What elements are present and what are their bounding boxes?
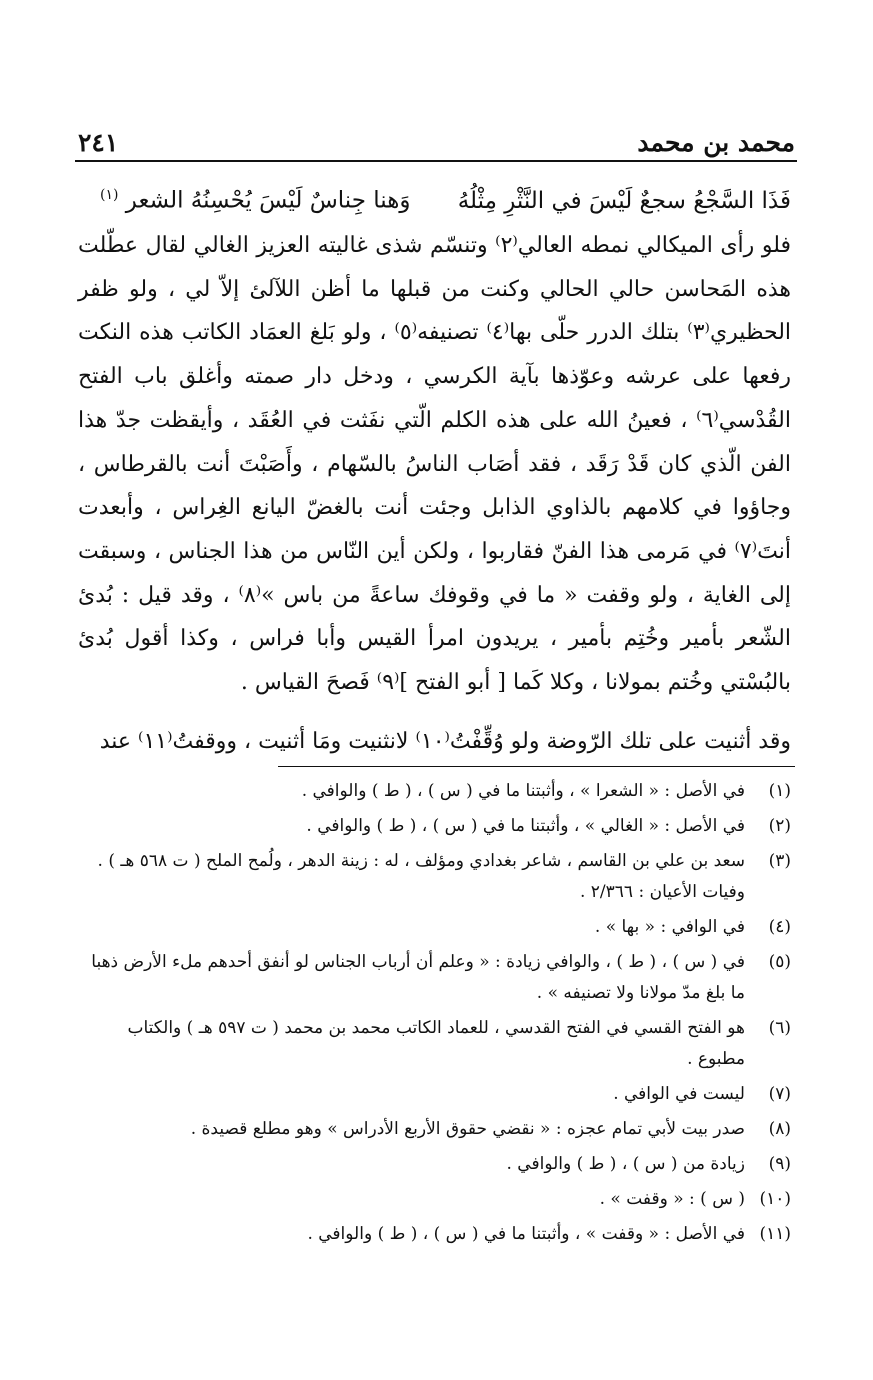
footnote-rule [278, 766, 795, 767]
footnote-item [80, 947, 791, 1009]
footnote-number: (٧) [768, 1084, 791, 1104]
footnote-number: (٣) [768, 851, 791, 871]
footnote-item [80, 1219, 791, 1250]
verse-hemistich-left [100, 172, 410, 224]
verse-footnote-marker: (١) [100, 187, 119, 203]
footnote-item [80, 846, 791, 908]
footnote-item [80, 1079, 791, 1110]
verse-hemistich-right: فَذَا السَّجْعُ سجعٌ لَيْسَ في النَّثْرِ مِثْلُهُ [457, 187, 791, 214]
footnote-number: (١) [768, 781, 791, 801]
footnote-number: (٢) [768, 816, 791, 836]
main-text [78, 224, 791, 705]
footnote-item [80, 1149, 791, 1180]
footnote-text: زيادة من ( س ) ، ( ط ) والوافي . [506, 1154, 745, 1174]
footnote-item [80, 1013, 791, 1075]
footnote-text: ( س ) : « وقفت » . [599, 1189, 745, 1209]
footnote-text: ليست في الوافي . [613, 1084, 745, 1104]
footnote-number: (٩) [768, 1154, 791, 1174]
footnote-text: هو الفتح القسي في الفتح القدسي ، للعماد الكاتب محمد بن محمد ( ت ٥٩٧ هـ ) والكتاب مطبوع . [127, 1018, 745, 1069]
footnote-item [80, 776, 791, 807]
footnote-text: في ( س ) ، ( ط ) ، والوافي زيادة : « وعلم أن أرباب الجناس لو أنفق أحدهم ملء الأرض ذهبا ما بلغ مدّ مولانا ولا تصنيفه » . [91, 952, 745, 1003]
page-header [78, 128, 795, 158]
footnote-text: في الوافي : « بها » . [594, 917, 745, 937]
footnote-text: في الأصل : « وقفت » ، وأثبتنا ما في ( س ) ، ( ط ) والوافي . [307, 1224, 745, 1244]
paragraph-2: وقد أثنيت على تلك الرّوضة ولو وُقِّفْتُ⁽١٠⁾ لانثنيت ومَا أثنيت ، ووقفتُ⁽١١⁾ عند [99, 729, 791, 754]
footnote-text: في الأصل : « الغالي » ، وأثبتنا ما في ( س ) ، ( ط ) والوافي . [306, 816, 745, 836]
paragraph-1: فلو رأى الميكالي نمطه العالي⁽٢⁾ وتنسّم شذى غاليته العزيز الغالي لقال عطّلت هذه المَحاسن حالي الحالي وكنت من قبلها ما أظن اللآلئ إلاّ لي ، ولو ظفر الحظيري⁽٣⁾ بتلك الدرر حلّى بها⁽٤⁾ تصنيفه⁽٥⁾ ، ولو بَلغ العمَاد الكاتب هذه النكت رفعها على عرشه وعوّذها بآية الكرسي ، ودخل دار صمته وأغلق باب الفتح القُدْسي⁽٦⁾ ، فعينُ الله على هذه الكلم الّتي نفَثت في العُقَد ، وأيقظت جدّ هذا الفن الّذي كان قَدْ رَقَد ، فقد أصَاب الناسُ بالسّهام ، وأَصَبْتَ أنت بالقرطاس ، وجاؤوا في كلامهم بالذاوي الذابل وجئت أنت بالغضّ اليانع الغِراس ، وأبعدت أنتَ⁽٧⁾ في مَرمى هذا الفنّ فقاربوا ، ولكن أين النّاس من هذا الجناس ، وسبقت إلى الغاية ، ولو وقفت « ما في وقوفك ساعةً من باس »⁽٨⁾ ، وقد قيل : بُدئ الشّعر بأمير وخُتِم بأمير ، يريدون امرأ القيس وأبا فراس ، وكذا أقول بُدئ بالبُسْتي وخُتم بمولانا ، وكلا كَما [ أبو الفتح ]⁽٩⁾ فَصحَ القياس . [78, 233, 792, 696]
footnote-number: (١١) [759, 1224, 791, 1244]
footnote-item [80, 912, 791, 943]
page-number: ٢٤١ [78, 128, 119, 157]
footnote-number: (١٠) [759, 1189, 791, 1209]
footnote-item [80, 1114, 791, 1145]
footnote-number: (٨) [768, 1119, 791, 1139]
footnotes-list [80, 776, 791, 1254]
footnote-text: في الأصل : « الشعرا » ، وأثبتنا ما في ( س ) ، ( ط ) والوافي . [301, 781, 745, 801]
footnote-text: صدر بيت لأبي تمام عجزه : « نقضي حقوق الأربع الأدراس » وهو مطلع قصيدة . [190, 1119, 745, 1139]
verse-line [100, 172, 791, 224]
verse-hemistich-left-text: وَهنا جِناسٌ لَيْسَ يُحْسِنُهُ الشعر [125, 187, 411, 214]
footnote-number: (٦) [768, 1018, 791, 1038]
running-title: محمد بن محمد [637, 128, 795, 157]
footnote-text: سعد بن علي بن القاسم ، شاعر بغدادي ومؤلف ، له : زينة الدهر ، ولُمح الملح ( ت ٥٦٨ هـ ) . وفيات الأعيان : ٢/٣٦٦ . [97, 851, 745, 902]
footnote-item [80, 1184, 791, 1215]
footnote-number: (٤) [768, 917, 791, 937]
header-rule [75, 160, 797, 162]
footnote-number: (٥) [768, 952, 791, 972]
footnote-item [80, 811, 791, 842]
